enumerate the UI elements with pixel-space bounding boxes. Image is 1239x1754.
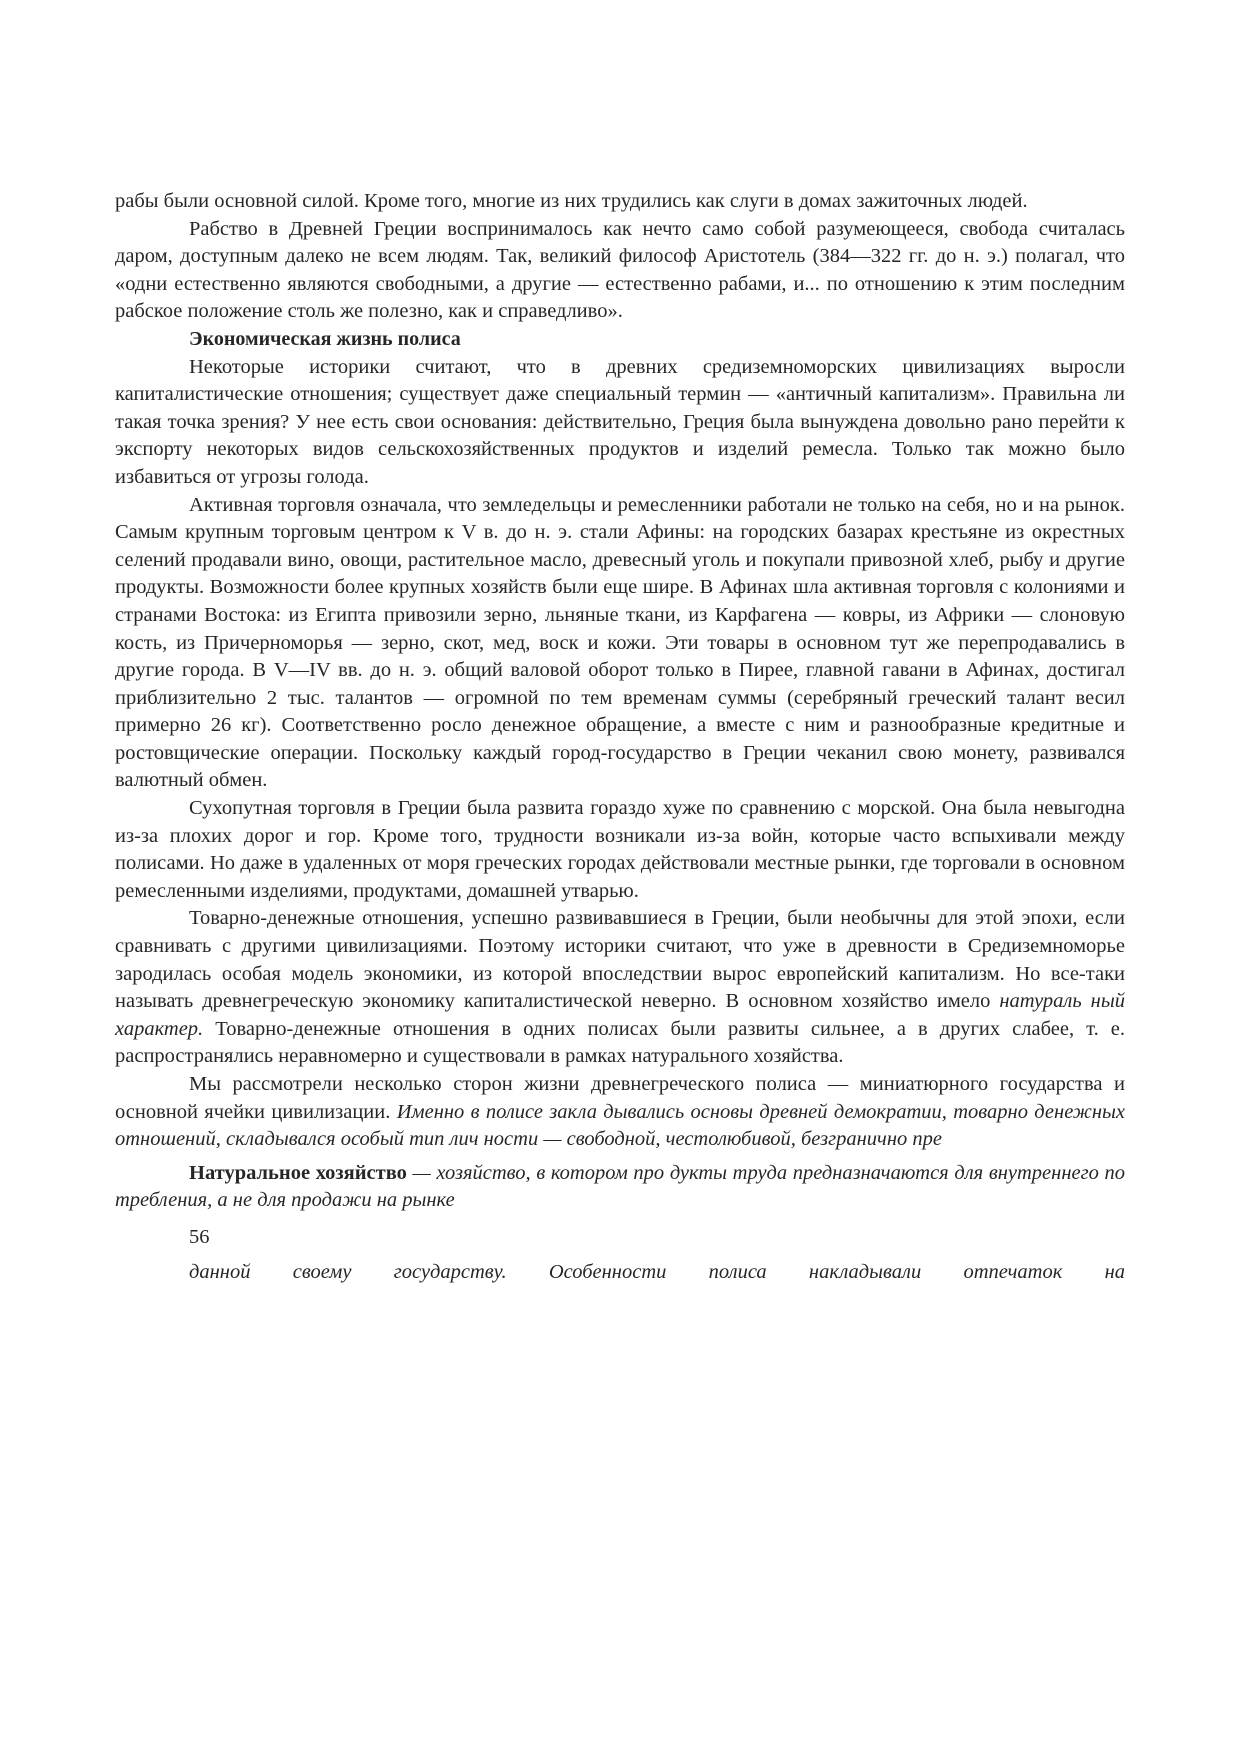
paragraph-6-italic: натураль ный характер. [115, 990, 1125, 1040]
definition-term: Натуральное хозяйство [189, 1161, 407, 1184]
page-number: 56 [189, 1225, 210, 1248]
paragraph-3: Некоторые историки считают, что в древних средиземноморских цивилизациях выросли капиталистические отношения; существует даже специальный термин — «античный капитализм». Правильна ли такая точка зрения? У нее есть свои основания: действительно, Греция была вынуждена довольно рано перейти к экспорту некоторых видов сельскохозяйственных продуктов и изделий ремесла. Только так можно было избавиться от угрозы голода. [115, 355, 1125, 488]
paragraph-7-italic: Именно в полисе закла дывались основы древней демократии, товарно денежных отношений, складывался особый тип лич ности — свободной, честолюбивой, безгранично пре [115, 1100, 1126, 1151]
paragraph-6 [115, 905, 1125, 1071]
section-heading: Экономическая жизнь полиса [189, 327, 461, 350]
definition-box [115, 1160, 1125, 1215]
paragraph-7 [115, 1071, 1125, 1154]
paragraph-7-text-start: Мы рассмотрели несколько сторон жизни древнегреческого полиса — миниатюрного государства и основной ячейки цивилизации. [115, 1073, 1125, 1123]
paragraph-2: Рабство в Древней Греции воспринималось как нечто само собой разумеющееся, свобода считалась даром, доступным далеко не всем людям. Так, великий философ Аристотель (384—322 гг. до н. э.) полагал, что «одни естественно являются свободными, а другие — естественно рабами, и... по отношению к этим последним рабское положение столь же полезно, как и справедливо». [115, 217, 1125, 323]
definition-text: — хозяйство, в котором про дукты труда предназначаются для внутреннего по требления, а не для продажи на рынке [115, 1161, 1125, 1212]
paragraph-4: Активная торговля означала, что земледельцы и ремесленники работали не только на себя, но и на рынок. Самым крупным торговым центром к V в. до н. э. стали Афины: на городских базарах крестьяне из окрестных селений продавали вино, овощи, растительное масло, древесный уголь и покупали привозной хлеб, рыбу и другие продукты. Возможности более крупных хозяйств были еще шире. В Афинах шла активная торговля с колониями и странами Востока: из Египта привозили зерно, льняные ткани, из Карфагена — ковры, из Африки — слоновую кость, из Причерноморья — зерно, скот, мед, воск и кожи. Эти товары в основном тут же перепродавались в другие города. В V—IV вв. до н. э. общий валовой оборот только в Пирее, главной гавани в Афинах, достигал приблизительно 2 тыс. талантов — огромной по тем временам суммы (серебряный греческий талант весил примерно 26 кг). Соответственно росло денежное обращение, а вместе с ним и разнообразные кредитные и ростовщические операции. Поскольку каждый город-государство в Греции чеканил свою монету, развивался валютный обмен. [115, 493, 1125, 792]
document-page [115, 188, 1125, 1287]
paragraph-6-text-start: Товарно-денежные отношения, успешно развивавшиеся в Греции, были необычны для этой эпохи, если сравнивать с другими цивилизациями. Поэтому историки считают, что уже в древности в Средиземноморье зародилась особая модель экономики, из которой впоследствии вырос европейский капитализм. Но все-таки называть древнегреческую экономику капиталистической неверно. В основном хозяйство имело [115, 907, 1125, 1013]
paragraph-5: Сухопутная торговля в Греции была развита гораздо хуже по сравнению с морской. Она была невыгодна из-за плохих дорог и гор. Кроме того, трудности возникали из-за войн, которые часто вспыхивали между полисами. Но даже в удаленных от моря греческих городах действовали местные рынки, где торговали в основном ремесленными изделиями, продуктами, домашней утварью. [115, 797, 1125, 902]
paragraph-1: рабы были основной силой. Кроме того, многие из них трудились как слуги в домах зажиточных людей. [115, 190, 1028, 212]
paragraph-6-text-end: Товарно-денежные отношения в одних полисах были развиты сильнее, а в других слабее, т. е. распространялись неравномерно и существовали в рамках натурального хозяйства. [115, 1017, 1125, 1068]
closing-line: данной своему государству. Особенности полиса накладывали отпечаток на [189, 1260, 1125, 1283]
